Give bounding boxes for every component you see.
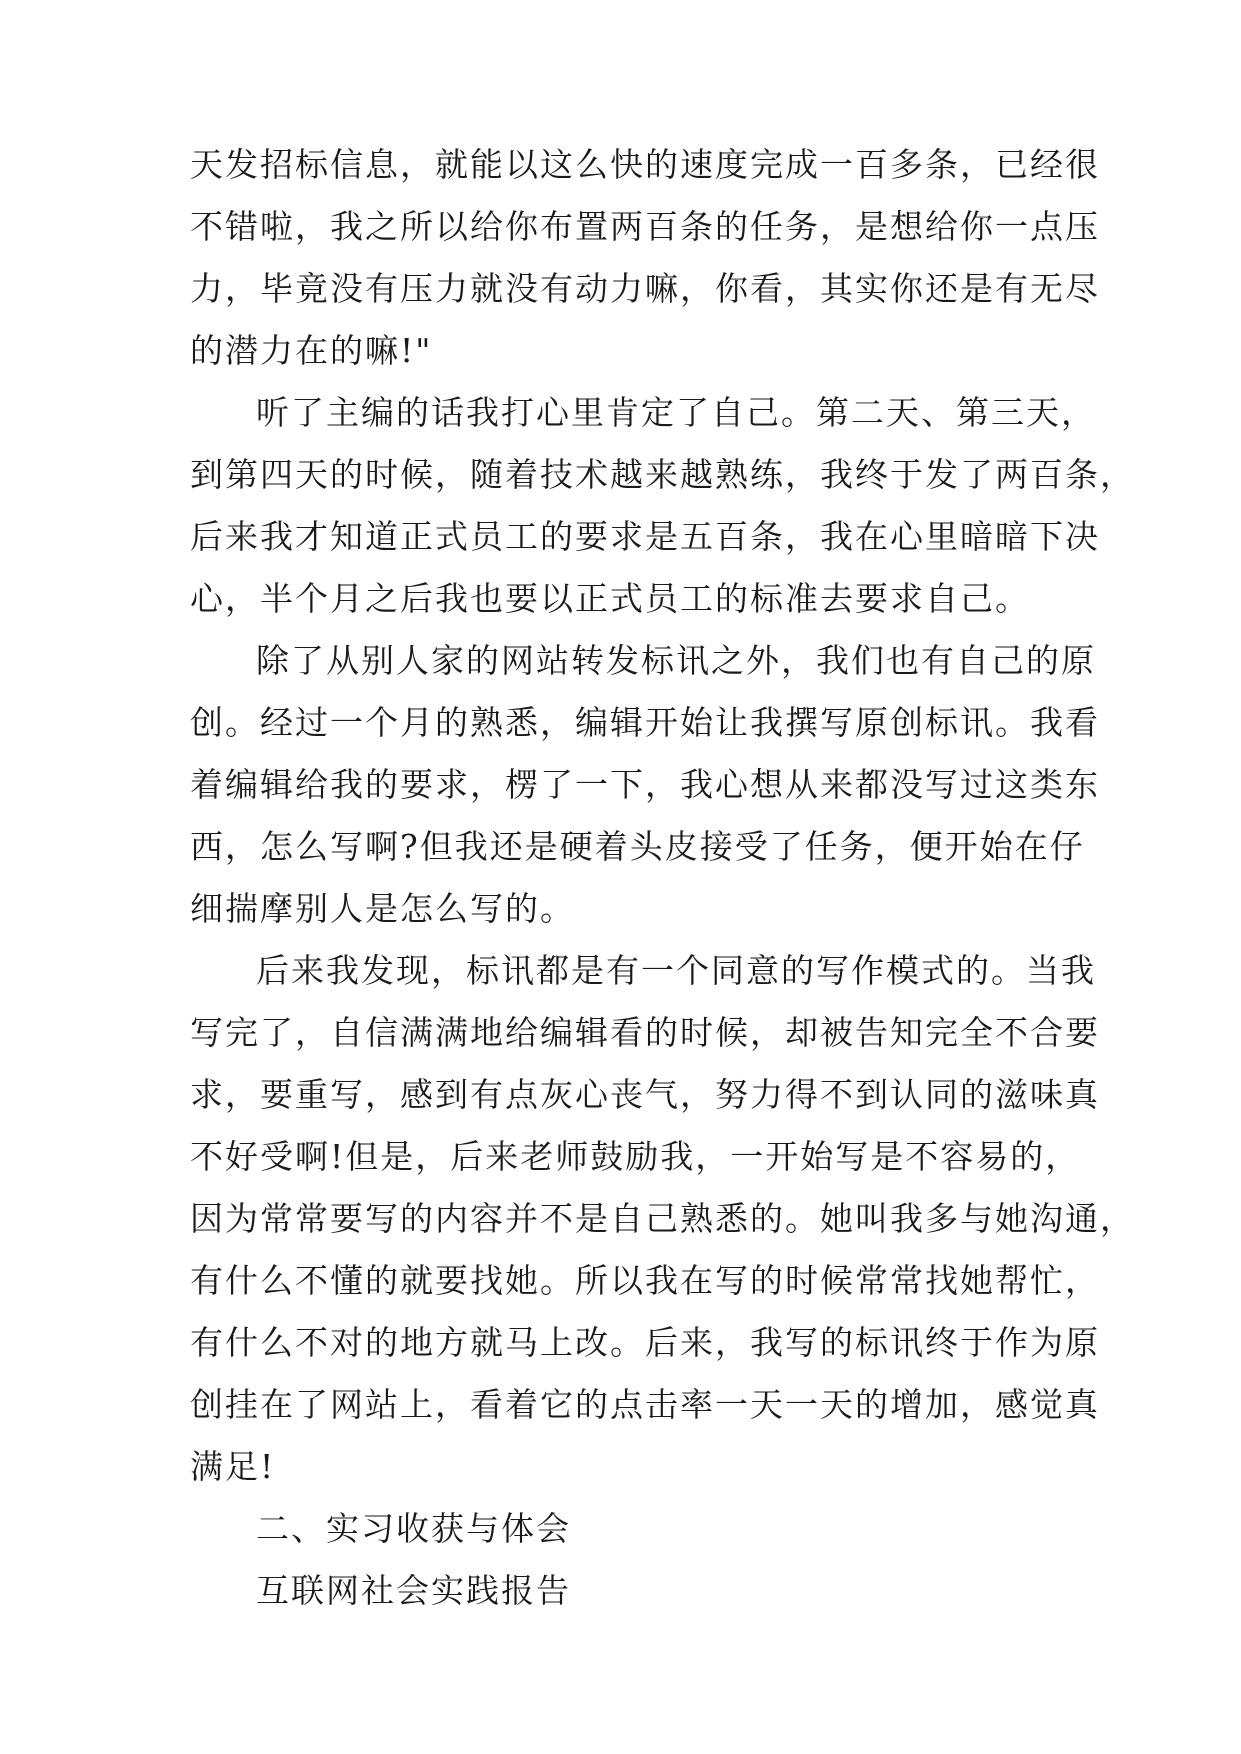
text-line: 创。经过一个月的熟悉，编辑开始让我撰写原创标讯。我看 [190, 703, 1100, 742]
document-title-line: 互联网社会实践报告 [256, 1571, 571, 1610]
text-line: 细揣摩别人是怎么写的。 [190, 889, 575, 928]
text-line: 不好受啊!但是，后来老师鼓励我，一开始写是不容易的， [190, 1137, 1081, 1176]
section-heading: 二、实习收获与体会 [256, 1509, 571, 1548]
text-line: 不错啦，我之所以给你布置两百条的任务，是想给你一点压 [190, 207, 1100, 246]
text-line: 求，要重写，感到有点灰心丧气，努力得不到认同的滋味真 [190, 1075, 1100, 1114]
text-line: 写完了，自信满满地给编辑看的时候，却被告知完全不合要 [190, 1013, 1100, 1052]
text-line: 有什么不对的地方就马上改。后来，我写的标讯终于作为原 [190, 1323, 1100, 1362]
text-line: 后来我才知道正式员工的要求是五百条，我在心里暗暗下决 [190, 517, 1100, 556]
text-line: 因为常常要写的内容并不是自己熟悉的。她叫我多与她沟通， [190, 1199, 1135, 1238]
text-line: 的潜力在的嘛!" [190, 331, 433, 370]
paragraph-first-line: 听了主编的话我打心里肯定了自己。第二天、第三天， [256, 393, 1096, 432]
paragraph-first-line: 除了从别人家的网站转发标讯之外，我们也有自己的原 [256, 641, 1096, 680]
text-line: 西，怎么写啊?但我还是硬着头皮接受了任务，便开始在仔 [190, 827, 1085, 866]
text-line: 力，毕竟没有压力就没有动力嘛，你看，其实你还是有无尽 [190, 269, 1100, 308]
text-line: 创挂在了网站上，看着它的点击率一天一天的增加，感觉真 [190, 1385, 1100, 1424]
text-line: 有什么不懂的就要找她。所以我在写的时候常常找她帮忙， [190, 1261, 1100, 1300]
text-line: 心，半个月之后我也要以正式员工的标准去要求自己。 [190, 579, 1030, 618]
text-line: 到第四天的时候，随着技术越来越熟练，我终于发了两百条， [190, 455, 1135, 494]
text-line: 天发招标信息，就能以这么快的速度完成一百多条，已经很 [190, 145, 1100, 184]
paragraph-first-line: 后来我发现，标讯都是有一个同意的写作模式的。当我 [256, 951, 1096, 990]
text-line: 着编辑给我的要求，楞了一下，我心想从来都没写过这类东 [190, 765, 1100, 804]
text-line: 满足! [190, 1447, 276, 1486]
